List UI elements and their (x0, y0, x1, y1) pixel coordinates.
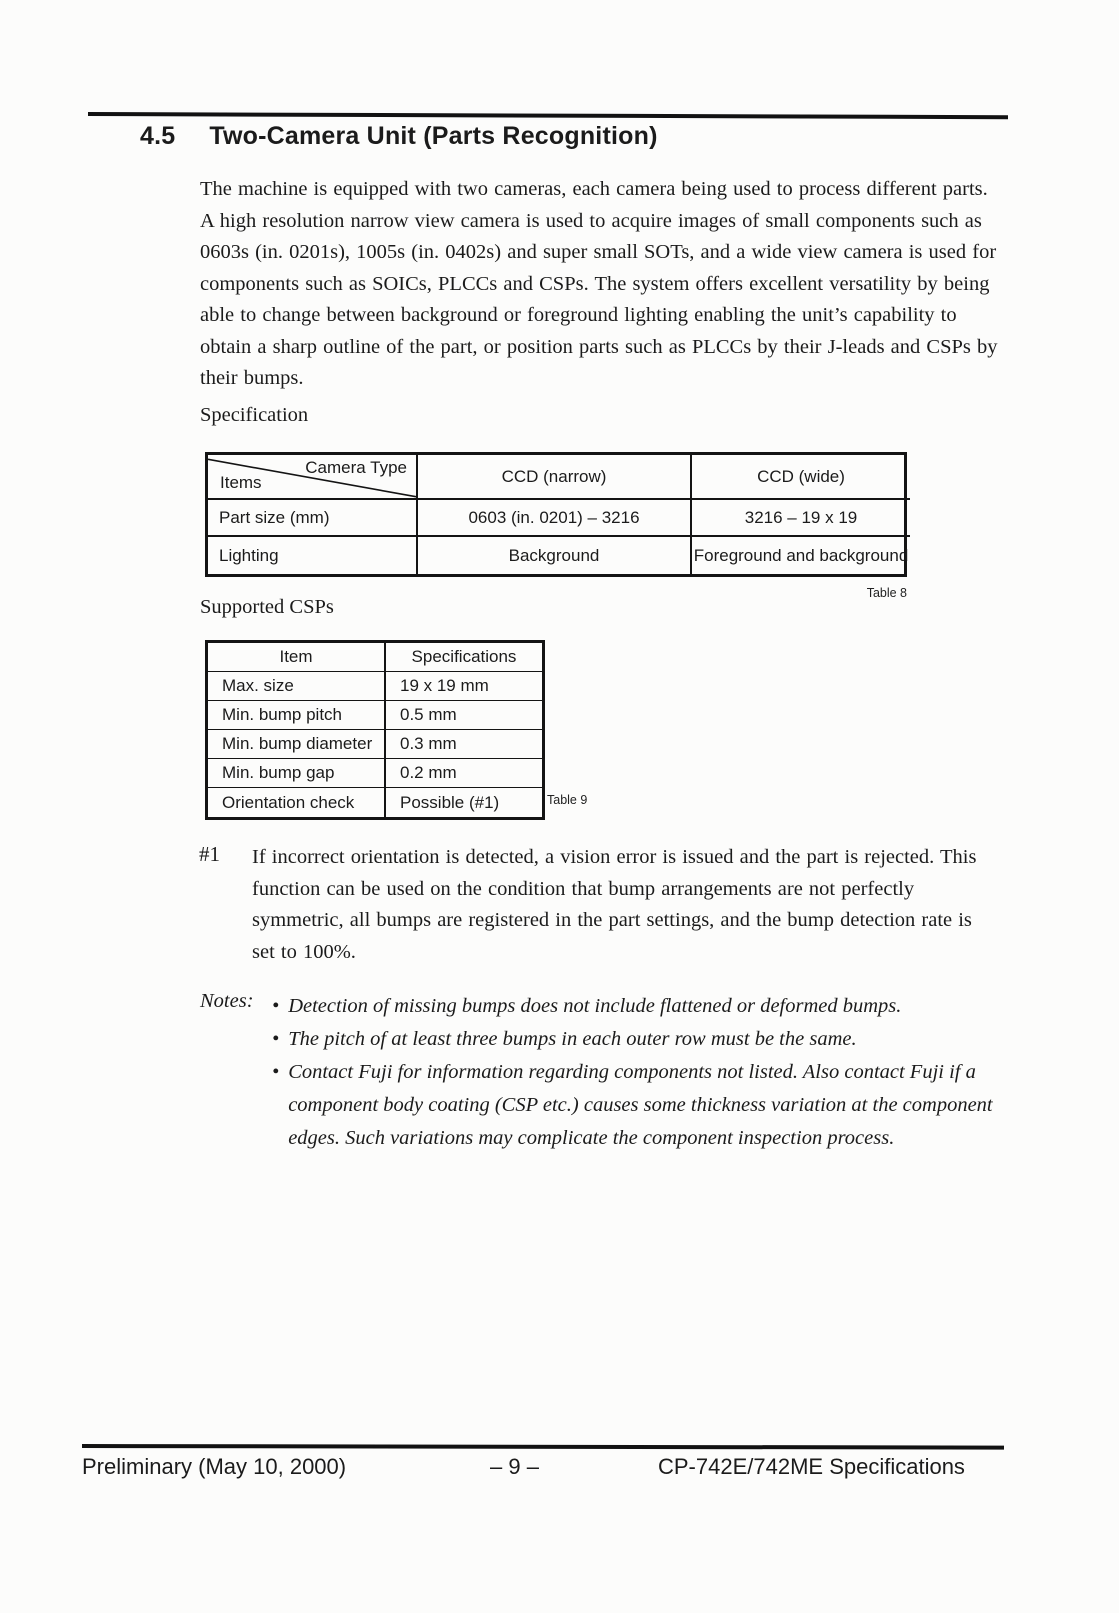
table-row-label: Min. bump diameter (208, 730, 386, 759)
camera-spec-grid (205, 452, 907, 577)
top-rule (88, 112, 1008, 119)
column-header: CCD (narrow) (418, 455, 692, 500)
section-heading (140, 122, 658, 151)
note-text: Contact Fuji for information regarding components not listed. Also contact Fuji if a component body coating (CSP etc.) causes some thickness variation at the component edges. Such variations may complicate the component inspection process. (288, 1061, 993, 1149)
camera-spec-table (205, 452, 907, 602)
column-header: Item (208, 643, 386, 672)
note-item (272, 1023, 1012, 1056)
footer-rule (82, 1444, 1004, 1450)
bullet-icon: • (272, 995, 280, 1017)
notes-list (272, 990, 1012, 1155)
table-cell: Possible (#1) (400, 792, 500, 812)
spec-label: Specification (200, 404, 309, 426)
table-row-label: Orientation check (208, 788, 386, 817)
corner-label-items: Items (220, 473, 262, 492)
table-cell: 0603 (in. 0201) – 3216 (418, 500, 692, 537)
section-number: 4.5 (140, 122, 176, 150)
table-cell: 3216 – 19 x 19 (692, 500, 910, 537)
table-cell: 0.3 mm (386, 730, 542, 759)
table-row-label: Part size (mm) (208, 500, 418, 537)
column-header: Specifications (386, 643, 542, 672)
csp-grid (205, 640, 545, 820)
table-cell: Foreground and background (693, 545, 909, 565)
footer-document-status: Preliminary (May 10, 2000) (82, 1454, 347, 1479)
table8-caption: Table 8 (866, 586, 907, 600)
table-cell: 0.5 mm (386, 701, 542, 730)
footnote-text: If incorrect orientation is detected, a vision error is issued and the part is rejected. This function can be used on the condition that bump arrangements are not perfectly symmetric, all bumps are registered in the part settings, and the bump detection rate is set to 100%. (252, 846, 977, 963)
note-text: The pitch of at least three bumps in each outer row must be the same. (288, 1028, 857, 1050)
note-text: Detection of missing bumps does not include flattened or deformed bumps. (288, 995, 902, 1017)
note-item (272, 990, 1012, 1023)
table-row-label: Max. size (208, 672, 386, 701)
bullet-icon: • (272, 1061, 280, 1083)
table-cell: 19 x 19 mm (386, 672, 542, 701)
table-cell: 0.2 mm (386, 759, 542, 788)
table-row-label: Min. bump pitch (208, 701, 386, 730)
corner-header-cell (208, 455, 418, 500)
corner-label-camera-type: Camera Type (305, 458, 407, 477)
intro-paragraph: The machine is equipped with two cameras, each camera being used to process different parts. A high resolution narrow view camera is used to acquire images of small components such as 0603s (in. 0201s), 1005s (in. 0402s) and super small SOTs, and a wide view camera is used for components such as SOICs, PLCCs and CSPs. The system offers excellent versatility by being able to change between background or foreground lighting enabling the unit’s capability to obtain a sharp outline of the part, or position parts such as PLCCs by their J-leads and CSPs by their bumps. (200, 178, 998, 389)
table-cell: Background (418, 537, 692, 574)
footnote-marker: #1 (199, 842, 220, 866)
footer-document-title: CP-742E/742ME Specifications (658, 1454, 965, 1479)
notes-label: Notes: (200, 990, 254, 1012)
column-header: CCD (wide) (692, 455, 910, 500)
note-item (272, 1056, 1012, 1155)
section-title: Two-Camera Unit (Parts Recognition) (209, 122, 658, 150)
table-row-label: Lighting (208, 537, 418, 574)
table-row-label: Min. bump gap (208, 759, 386, 788)
bullet-icon: • (272, 1028, 280, 1050)
csp-table (205, 640, 545, 820)
csp-label: Supported CSPs (200, 596, 334, 618)
table9-caption: Table 9 (547, 793, 588, 807)
footer-page-number: – 9 – (490, 1454, 539, 1479)
